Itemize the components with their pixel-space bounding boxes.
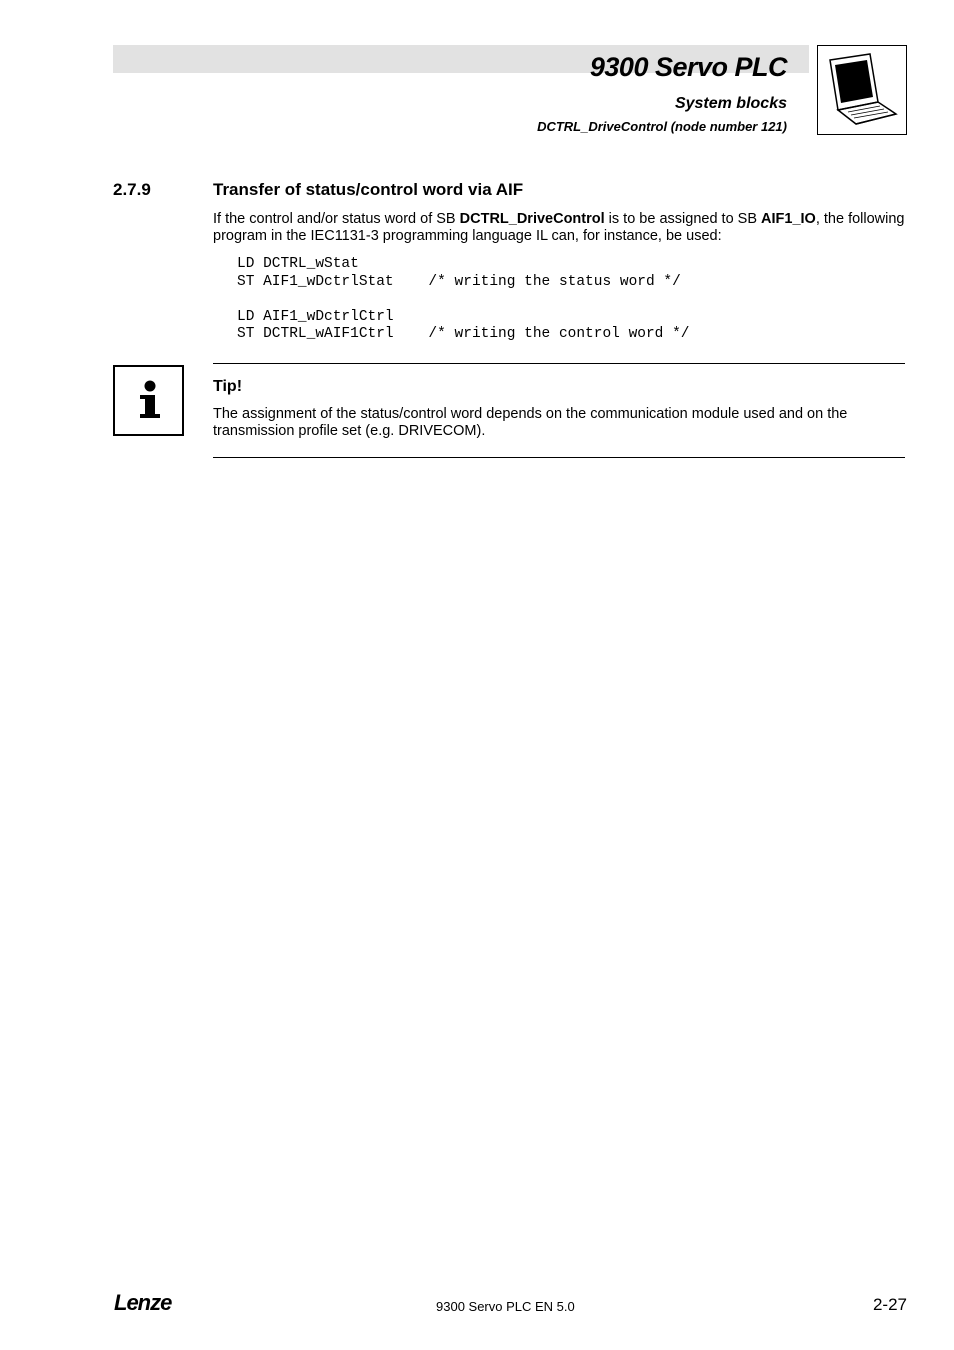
code-line: LD DCTRL_wStat: [237, 256, 359, 272]
footer-document-id: 9300 Servo PLC EN 5.0: [436, 1299, 575, 1314]
tip-bottom-divider: [213, 457, 905, 458]
tip-top-divider: [213, 363, 905, 364]
intro-block-name: AIF1_IO: [761, 211, 816, 227]
intro-text: , the following program in the IEC1131-3 programming language IL can, for instance, be used:: [213, 211, 905, 244]
code-block: [237, 256, 689, 344]
intro-paragraph: [213, 211, 913, 245]
info-icon: [113, 365, 184, 436]
intro-block-name: DCTRL_DriveControl: [459, 211, 605, 227]
chapter-subtitle: System blocks: [674, 95, 787, 112]
page-number: 2-27: [872, 1295, 907, 1314]
code-line: ST DCTRL_wAIF1Ctrl /* writing the control word */: [237, 326, 690, 342]
document-title: 9300 Servo PLC: [589, 52, 787, 82]
intro-text: is to be assigned to SB: [604, 211, 762, 227]
code-line: LD AIF1_wDctrlCtrl: [237, 308, 394, 325]
section-number: 2.7.9: [113, 180, 151, 199]
section-subtitle: DCTRL_DriveControl (node number 121): [537, 119, 787, 134]
code-line: ST AIF1_wDctrlStat /* writing the status word */: [237, 273, 681, 290]
tip-text: The assignment of the status/control word depends on the communication module used and on the transmission profile set (e.g. DRIVECOM).: [213, 406, 848, 439]
lenze-logo: Lenze: [114, 1290, 172, 1315]
laptop-icon: [817, 45, 907, 135]
intro-text: If the control and/or status word of SB: [213, 211, 460, 227]
tip-heading: Tip!: [213, 378, 243, 395]
section-title: Transfer of status/control word via AIF: [213, 180, 524, 199]
